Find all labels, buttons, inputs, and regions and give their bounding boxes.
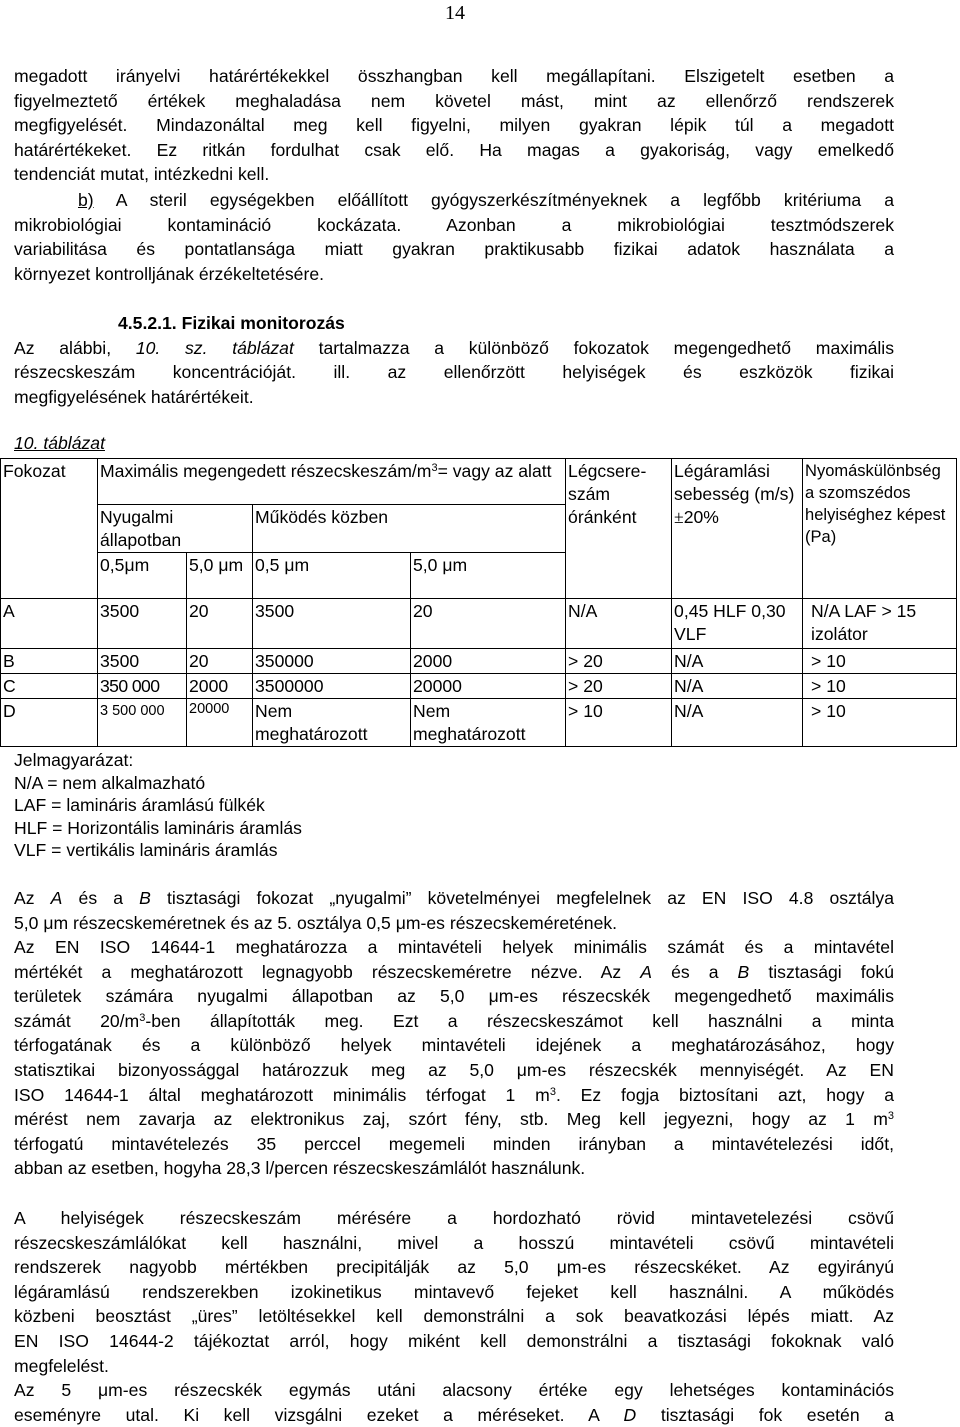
cell-rest-05: 3500 [98,649,187,674]
cell-oper-50: Nem meghatározott [411,699,566,747]
cell-rest-05: 350 000 [98,674,187,699]
text-line: tendenciát mutat, intézkedni kell. [14,164,270,185]
table-row [1,699,957,747]
text-line: Az A és a B tisztasági fokozat „nyugalmi” követelményei megfelelnek az EN ISO 4.8 osztálya [14,888,895,908]
text-line: megadott irányelvi határértékekkel összhangban kell megállapítani. Elszigetelt esetben a [14,66,894,86]
legend-item: VLF = vertikális lamináris áramlás [14,840,278,860]
body-paragraph-2 [14,935,894,1181]
cell-rest-50: 2000 [187,674,253,699]
header-air-velocity: Légáramlási sebesség (m/s) ±20% [672,459,803,599]
text-line: A helyiségek részecskeszám mérésére a hordozható rövid mintavetelezési csövű [14,1208,894,1228]
text-line: statisztikai bizonyossággal határozzuk meg az 5,0 μm-es részecskék mennyiségét. Az EN [14,1059,894,1080]
text-line: variabilitása és pontatlansága miatt gyakran praktikusabb fizikai adatok használata a [14,239,894,260]
text-line: EN ISO 14644-2 tájékoztat arról, hogy miként kell demonstrálni a tisztasági fokoknak való [14,1330,894,1351]
table-header-row [1,459,957,505]
header-air-changes: Légcsereszám óránként [566,459,672,599]
header-max-particles: Maximális megengedett részecskeszám/$m^3=$ vagy az alatt [98,459,566,505]
page-number: 14 [445,2,465,24]
text-line: mértékét a meghatározott legnagyobb részecskeméretre nézve. Az A és a B tisztasági fokú [14,961,894,982]
text-line: rendszerek nagyobb mértékben precipitálják az 5,0 μm-es részecskéket. Az egyirányú [14,1257,894,1278]
size-rest-50: 5,0 μm [187,553,253,599]
text-line: megfigyelésének határértékeit. [14,386,254,407]
table-caption: 10. táblázat [14,433,105,453]
size-rest-05: 0,5μm [98,553,187,599]
text-line: megfigyelését. Mindazonáltal meg kell figyelni, milyen gyakran lépik túl a megadott [14,115,894,136]
text-line: figyelmeztető értékek meghaladása nem követel mást, mint az ellenőrző rendszerek [14,90,894,111]
intro-paragraph [14,64,894,187]
cell-pressure: > 10 [803,649,957,674]
cell-oper-50: 20 [411,599,566,649]
cell-air-changes: > 20 [566,674,672,699]
cell-oper-50: 20000 [411,674,566,699]
cell-oper-50: 2000 [411,649,566,674]
text-line: mérést nem zavarja az elektronikus zaj, szórt fény, stb. Meg kell jegyezni, hogy az 1 $m^3$ [14,1109,894,1130]
text-line: határértékeket. Ez ritkán fordulhat csak elő. Ha magas a gyakoriság, vagy emelkedő [14,139,894,160]
table-row [1,649,957,674]
size-oper-50: 5,0 μm [411,553,566,599]
text-line: közbeni beosztást „üres” letöltésekkel kell demonstrálni a sok beavatkozási lépés miatt. Az [14,1306,894,1327]
text-line: eseményre utal. Ki kell vizsgálni ezeket a méréseket. A D tisztasági fok esetén a [14,1404,894,1425]
text-line: 5,0 μm részecskeméretnek és az 5. osztálya 0,5 μm-es részecskeméretének. [14,912,618,933]
body-paragraph-4 [14,1378,894,1427]
text-line: Az alábbi, 10. sz. táblázat tartalmazza a különböző fokozatok megengedhető maximális [14,337,894,358]
text-line: ISO 14644-1 által meghatározott minimális térfogat 1 $m^3$. Ez fogja biztosítani azt, hogy a [14,1084,894,1105]
text-line: környezet kontrolljának érzékeltetésére. [14,263,325,284]
text-line: részecskeszám koncentrációját. ill. az ellenőrzött helyiségek és eszközök fizikai [14,362,894,383]
cell-oper-05: Nem meghatározott [253,699,411,747]
header-at-rest: Nyugalmi állapotban [98,505,253,553]
text-line: Az 5 μm-es részecskék egymás utáni alacsony értéke egy lehetséges kontaminációs [14,1380,894,1400]
cell-rest-05: 3500 [98,599,187,649]
cell-air-changes: > 20 [566,649,672,674]
cell-air-velocity: N/A [672,674,803,699]
table-legend [14,749,302,862]
table-row [1,599,957,649]
text-line: mikrobiológiai kontamináció kockázata. Azonban a mikrobiológiai tesztmódszerek [14,214,894,235]
section-heading: 4.5.2.1. Fizikai monitorozás [118,313,345,333]
cell-air-velocity: 0,45 HLF 0,30 VLF [672,599,803,649]
body-paragraph-1 [14,886,894,935]
cell-oper-05: 3500 [253,599,411,649]
text-line: részecskeszámlálókat kell használni, mivel a hosszú mintavételi csövű mintavételi [14,1232,894,1253]
cell-grade: B [1,649,98,674]
cell-air-velocity: N/A [672,699,803,747]
cell-rest-50: 20 [187,599,253,649]
text-line: területek számára nyugalmi állapotban az 5,0 μm-es részecskék megengedhető maximális [14,986,894,1007]
cell-rest-50: 20 [187,649,253,674]
cell-pressure: N/A LAF > 15 izolátor [803,599,957,649]
text-line: megfelelést. [14,1355,109,1376]
cell-rest-50: 20000 [187,699,253,747]
text-line: Az EN ISO 14644-1 meghatározza a mintavételi helyek minimális számát és a mintavétel [14,937,894,957]
legend-item: N/A = nem alkalmazható [14,772,206,793]
body-paragraph-3 [14,1206,894,1378]
size-oper-05: 0,5 μm [253,553,411,599]
text-line: légáramlású rendszerekben izokinetikus mintavevő fejeket kell használni. A működés [14,1281,894,1302]
particle-limits-table [0,458,957,747]
header-in-operation: Működés közben [253,505,566,553]
cell-rest-05: 3 500 000 [98,699,187,747]
legend-item: HLF = Horizontális lamináris áramlás [14,817,302,838]
cell-oper-05: 3500000 [253,674,411,699]
text-line: b) A steril egységekben előállított gyógyszerkészítményeknek a legfőbb kritériuma a [78,190,894,210]
legend-item: LAF = lamináris áramlású fülkék [14,795,265,815]
header-pressure-diff: Nyomáskülönbség a szomszédos helyiséghez képest (Pa) [803,459,957,599]
text-line: számát $20/m^3$-ben állapították meg. Ezt a részecskeszámot kell használni a minta [14,1010,894,1031]
cell-grade: C [1,674,98,699]
cell-air-changes: N/A [566,599,672,649]
cell-air-changes: > 10 [566,699,672,747]
cell-pressure: > 10 [803,674,957,699]
paragraph-b [14,188,894,286]
cell-oper-05: 350000 [253,649,411,674]
list-marker: b) [78,190,94,210]
table-row [1,674,957,699]
legend-title: Jelmagyarázat: [14,750,134,770]
header-grade: Fokozat [1,459,98,599]
section-physical-monitoring [14,311,894,409]
text-line: abban az esetben, hogyha 28,3 l/percen részecskeszámlálót használunk. [14,1158,586,1179]
text-line: térfogatának és a különböző helyek mintavételi idejének a meghatározásához, hogy [14,1035,894,1056]
cell-pressure: > 10 [803,699,957,747]
cell-air-velocity: N/A [672,649,803,674]
cell-grade: D [1,699,98,747]
text-line: térfogatú mintavételezés 35 perccel megemeli minden irányban a mintavételezési időt, [14,1133,894,1154]
cell-grade: A [1,599,98,649]
